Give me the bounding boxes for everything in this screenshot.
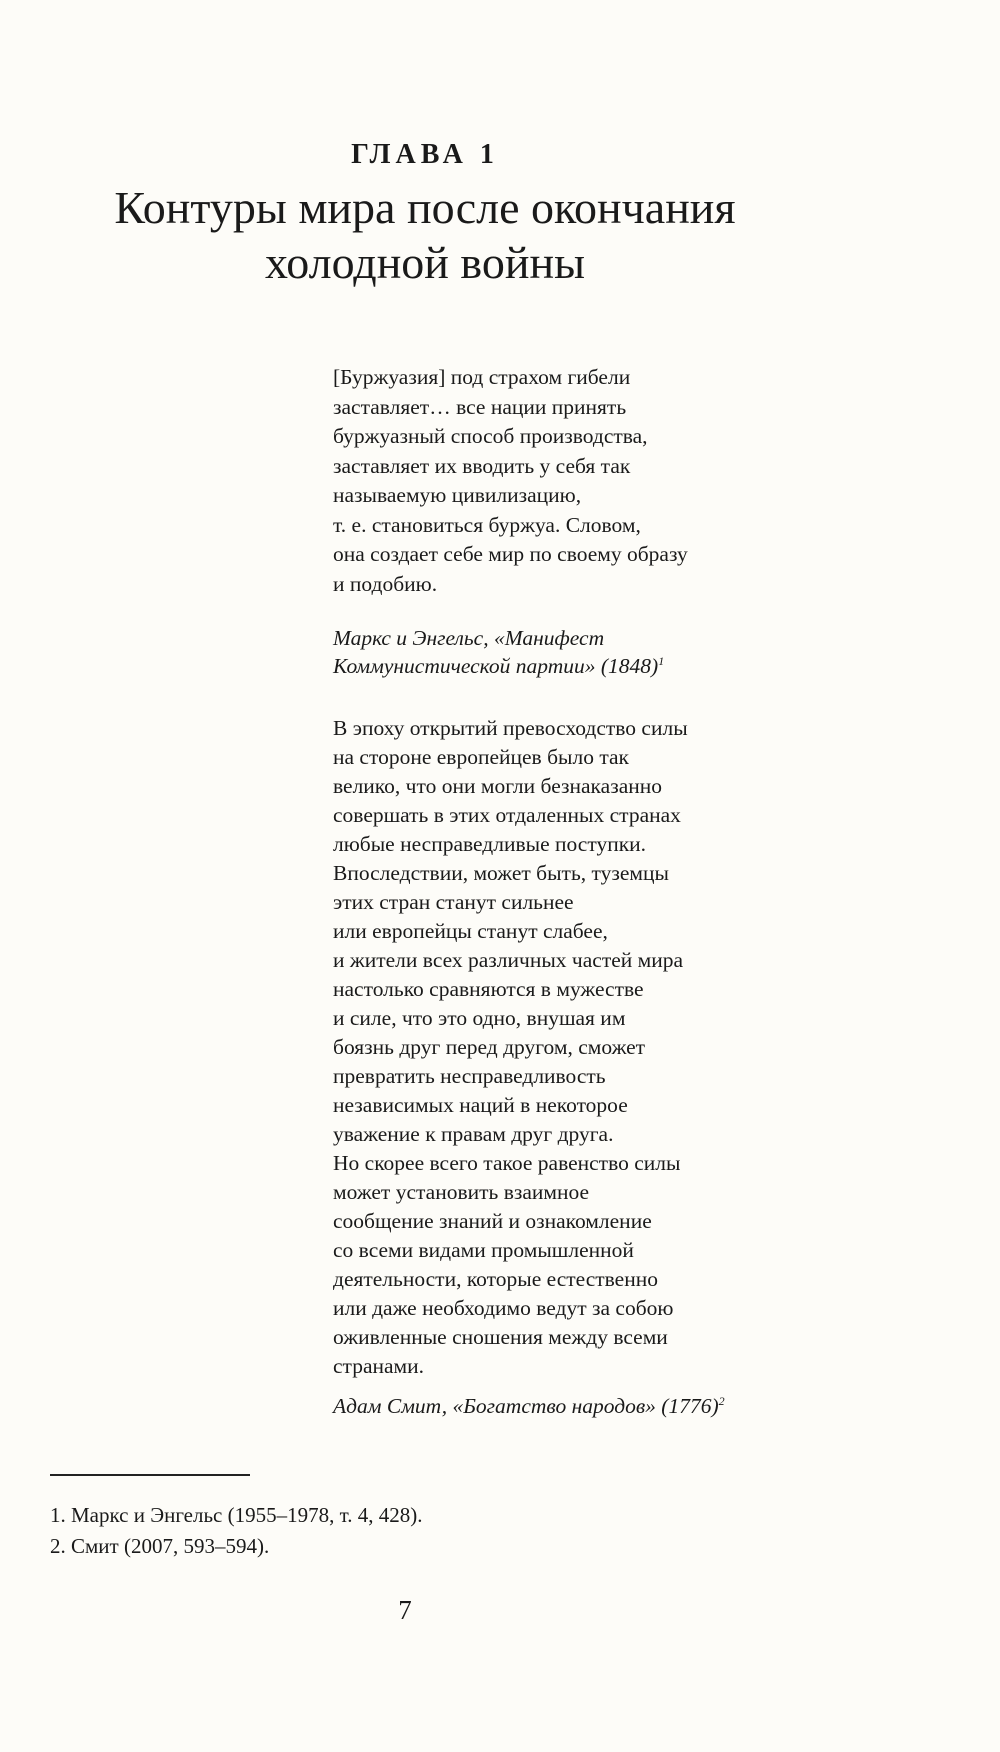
- footnote: 1. Маркс и Энгельс (1955–1978, т. 4, 428).: [50, 1503, 423, 1527]
- title-line: холодной войны: [265, 237, 585, 288]
- quote-line: [Буржуазия] под страхом гибели: [333, 365, 631, 389]
- quote-line: т. е. становиться буржуа. Словом,: [333, 512, 641, 537]
- quote-line: может установить взаимное: [333, 1180, 590, 1204]
- quote-line: Но скорее всего такое равенство силы: [333, 1151, 681, 1175]
- epigraph-smith-attribution: [333, 1392, 933, 1420]
- quote-line: независимых наций в некоторое: [333, 1093, 628, 1117]
- epigraph-marx: [333, 363, 933, 599]
- quote-line: велико, что они могли безнаказанно: [333, 774, 662, 798]
- footnote: 2. Смит (2007, 593–594).: [50, 1534, 270, 1558]
- quote-line: и силе, что это одно, внушая им: [333, 1006, 626, 1030]
- quote-line: превратить несправедливость: [333, 1064, 606, 1088]
- chapter-title: [0, 180, 850, 290]
- attribution-line: Адам Смит, «Богатство народов» (1776): [333, 1394, 719, 1418]
- chapter-label: ГЛАВА 1: [351, 139, 499, 170]
- quote-line: буржуазный способ производства,: [333, 424, 648, 448]
- quote-line: уважение к правам друг друга.: [333, 1122, 614, 1146]
- quote-line: странами.: [333, 1354, 425, 1378]
- page-number: 7: [398, 1595, 412, 1625]
- footnote-ref[interactable]: 2: [718, 1393, 725, 1408]
- quote-line: совершать в этих отдаленных странах: [333, 803, 681, 827]
- quote-line: и подобию.: [333, 571, 438, 596]
- footnote-ref[interactable]: 1: [658, 653, 665, 668]
- footnotes: [50, 1500, 422, 1562]
- quote-line: деятельности, которые естественно: [333, 1267, 658, 1291]
- quote-line: настолько сравняются в мужестве: [333, 977, 644, 1001]
- quote-line: В эпоху открытий превосходство силы: [333, 716, 688, 740]
- quote-line: заставляет их вводить у себя так: [333, 453, 631, 478]
- footnote-divider: [50, 1474, 250, 1476]
- attribution-line: Маркс и Энгельс, «Манифест: [333, 626, 605, 650]
- quote-line: со всеми видами промышленной: [333, 1238, 634, 1262]
- quote-line: или европейцы станут слабее,: [333, 919, 608, 943]
- quote-line: оживленные сношения между всеми: [333, 1325, 668, 1349]
- epigraph-smith: [333, 714, 933, 1381]
- title-line: Контуры мира после окончания: [114, 182, 736, 233]
- attribution-line: Коммунистической партии» (1848): [333, 654, 659, 678]
- quote-line: заставляет… все нации принять: [333, 394, 627, 419]
- quote-line: она создает себе мир по своему образу: [333, 542, 688, 566]
- quote-line: любые несправедливые поступки.: [333, 832, 647, 856]
- quote-line: сообщение знаний и ознакомление: [333, 1209, 652, 1233]
- quote-line: и жители всех различных частей мира: [333, 948, 684, 972]
- quote-line: или даже необходимо ведут за собою: [333, 1296, 674, 1320]
- quote-line: называемую цивилизацию,: [333, 483, 582, 507]
- quote-line: Впоследствии, может быть, туземцы: [333, 861, 669, 885]
- quote-line: боязнь друг перед другом, сможет: [333, 1035, 646, 1059]
- quote-line: на стороне европейцев было так: [333, 745, 629, 769]
- quote-line: этих стран станут сильнее: [333, 890, 574, 914]
- epigraph-marx-attribution: [333, 624, 933, 680]
